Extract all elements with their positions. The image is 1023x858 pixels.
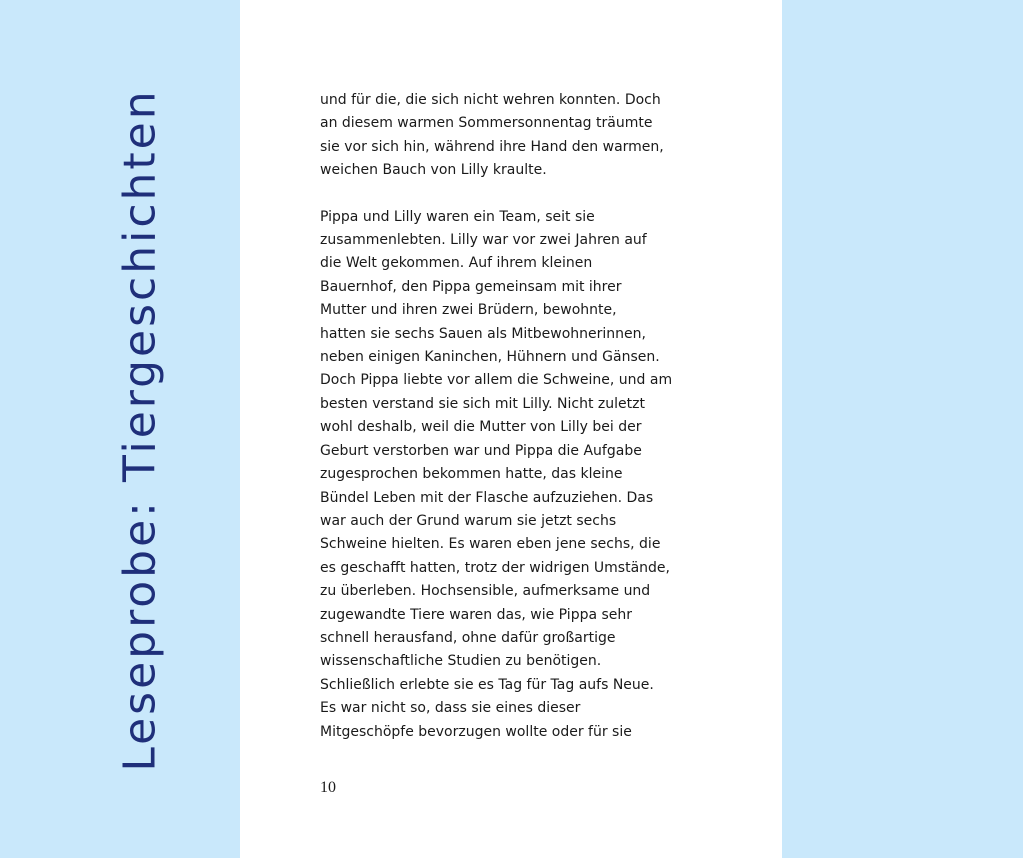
text-line: zugewandte Tiere waren das, wie Pippa sehr [320, 606, 633, 623]
text-line: Pippa und Lilly waren ein Team, seit sie [320, 208, 595, 225]
text-line: wohl deshalb, weil die Mutter von Lilly bei der [320, 419, 642, 436]
text-line: zugesprochen bekommen hatte, das kleine [320, 466, 623, 483]
text-line: Geburt verstorben war und Pippa die Aufgabe [320, 442, 642, 459]
text-line: Schweine hielten. Es waren eben jene sechs, die [320, 536, 661, 553]
book-page [240, 0, 782, 858]
text-line: Mitgeschöpfe bevorzugen wollte oder für sie [320, 723, 632, 740]
page-number: 10 [320, 779, 336, 796]
text-line: Bauernhof, den Pippa gemeinsam mit ihrer [320, 278, 622, 295]
text-line: besten verstand sie sich mit Lilly. Nicht zuletzt [320, 395, 645, 412]
text-line: weichen Bauch von Lilly kraulte. [320, 162, 547, 179]
page-text [320, 89, 740, 744]
text-line: schnell herausfand, ohne dafür großartige [320, 629, 616, 646]
text-line: es geschafft hatten, trotz der widrigen Umstände, [320, 559, 670, 576]
left-banner [0, 0, 240, 858]
text-line: und für die, die sich nicht wehren konnten. Doch [320, 92, 661, 108]
text-line: sie vor sich hin, während ihre Hand den warmen, [320, 138, 664, 155]
text-line: Doch Pippa liebte vor allem die Schweine, und am [320, 372, 673, 389]
banner-title: Leseprobe: Tiergeschichten [114, 88, 166, 772]
text-line: Es war nicht so, dass sie eines dieser [320, 700, 581, 717]
right-banner [782, 0, 1023, 858]
text-line: die Welt gekommen. Auf ihrem kleinen [320, 255, 593, 272]
text-line: an diesem warmen Sommersonnentag träumte [320, 115, 653, 132]
paragraph-2 [320, 206, 740, 744]
text-line: Bündel Leben mit der Flasche aufzuziehen. Das [320, 489, 654, 506]
text-line: zusammenlebten. Lilly war vor zwei Jahren auf [320, 232, 647, 249]
text-line: war auch der Grund warum sie jetzt sechs [320, 512, 617, 529]
text-line: zu überleben. Hochsensible, aufmerksame und [320, 583, 651, 600]
paragraph-1 [320, 89, 740, 183]
text-line: hatten sie sechs Sauen als Mitbewohnerinnen, [320, 325, 646, 342]
text-line: neben einigen Kaninchen, Hühnern und Gänsen. [320, 349, 660, 366]
text-line: wissenschaftliche Studien zu benötigen. [320, 653, 602, 670]
text-line: Mutter und ihren zwei Brüdern, bewohnte, [320, 302, 617, 319]
text-line: Schließlich erlebte sie es Tag für Tag aufs Neue. [320, 676, 654, 693]
